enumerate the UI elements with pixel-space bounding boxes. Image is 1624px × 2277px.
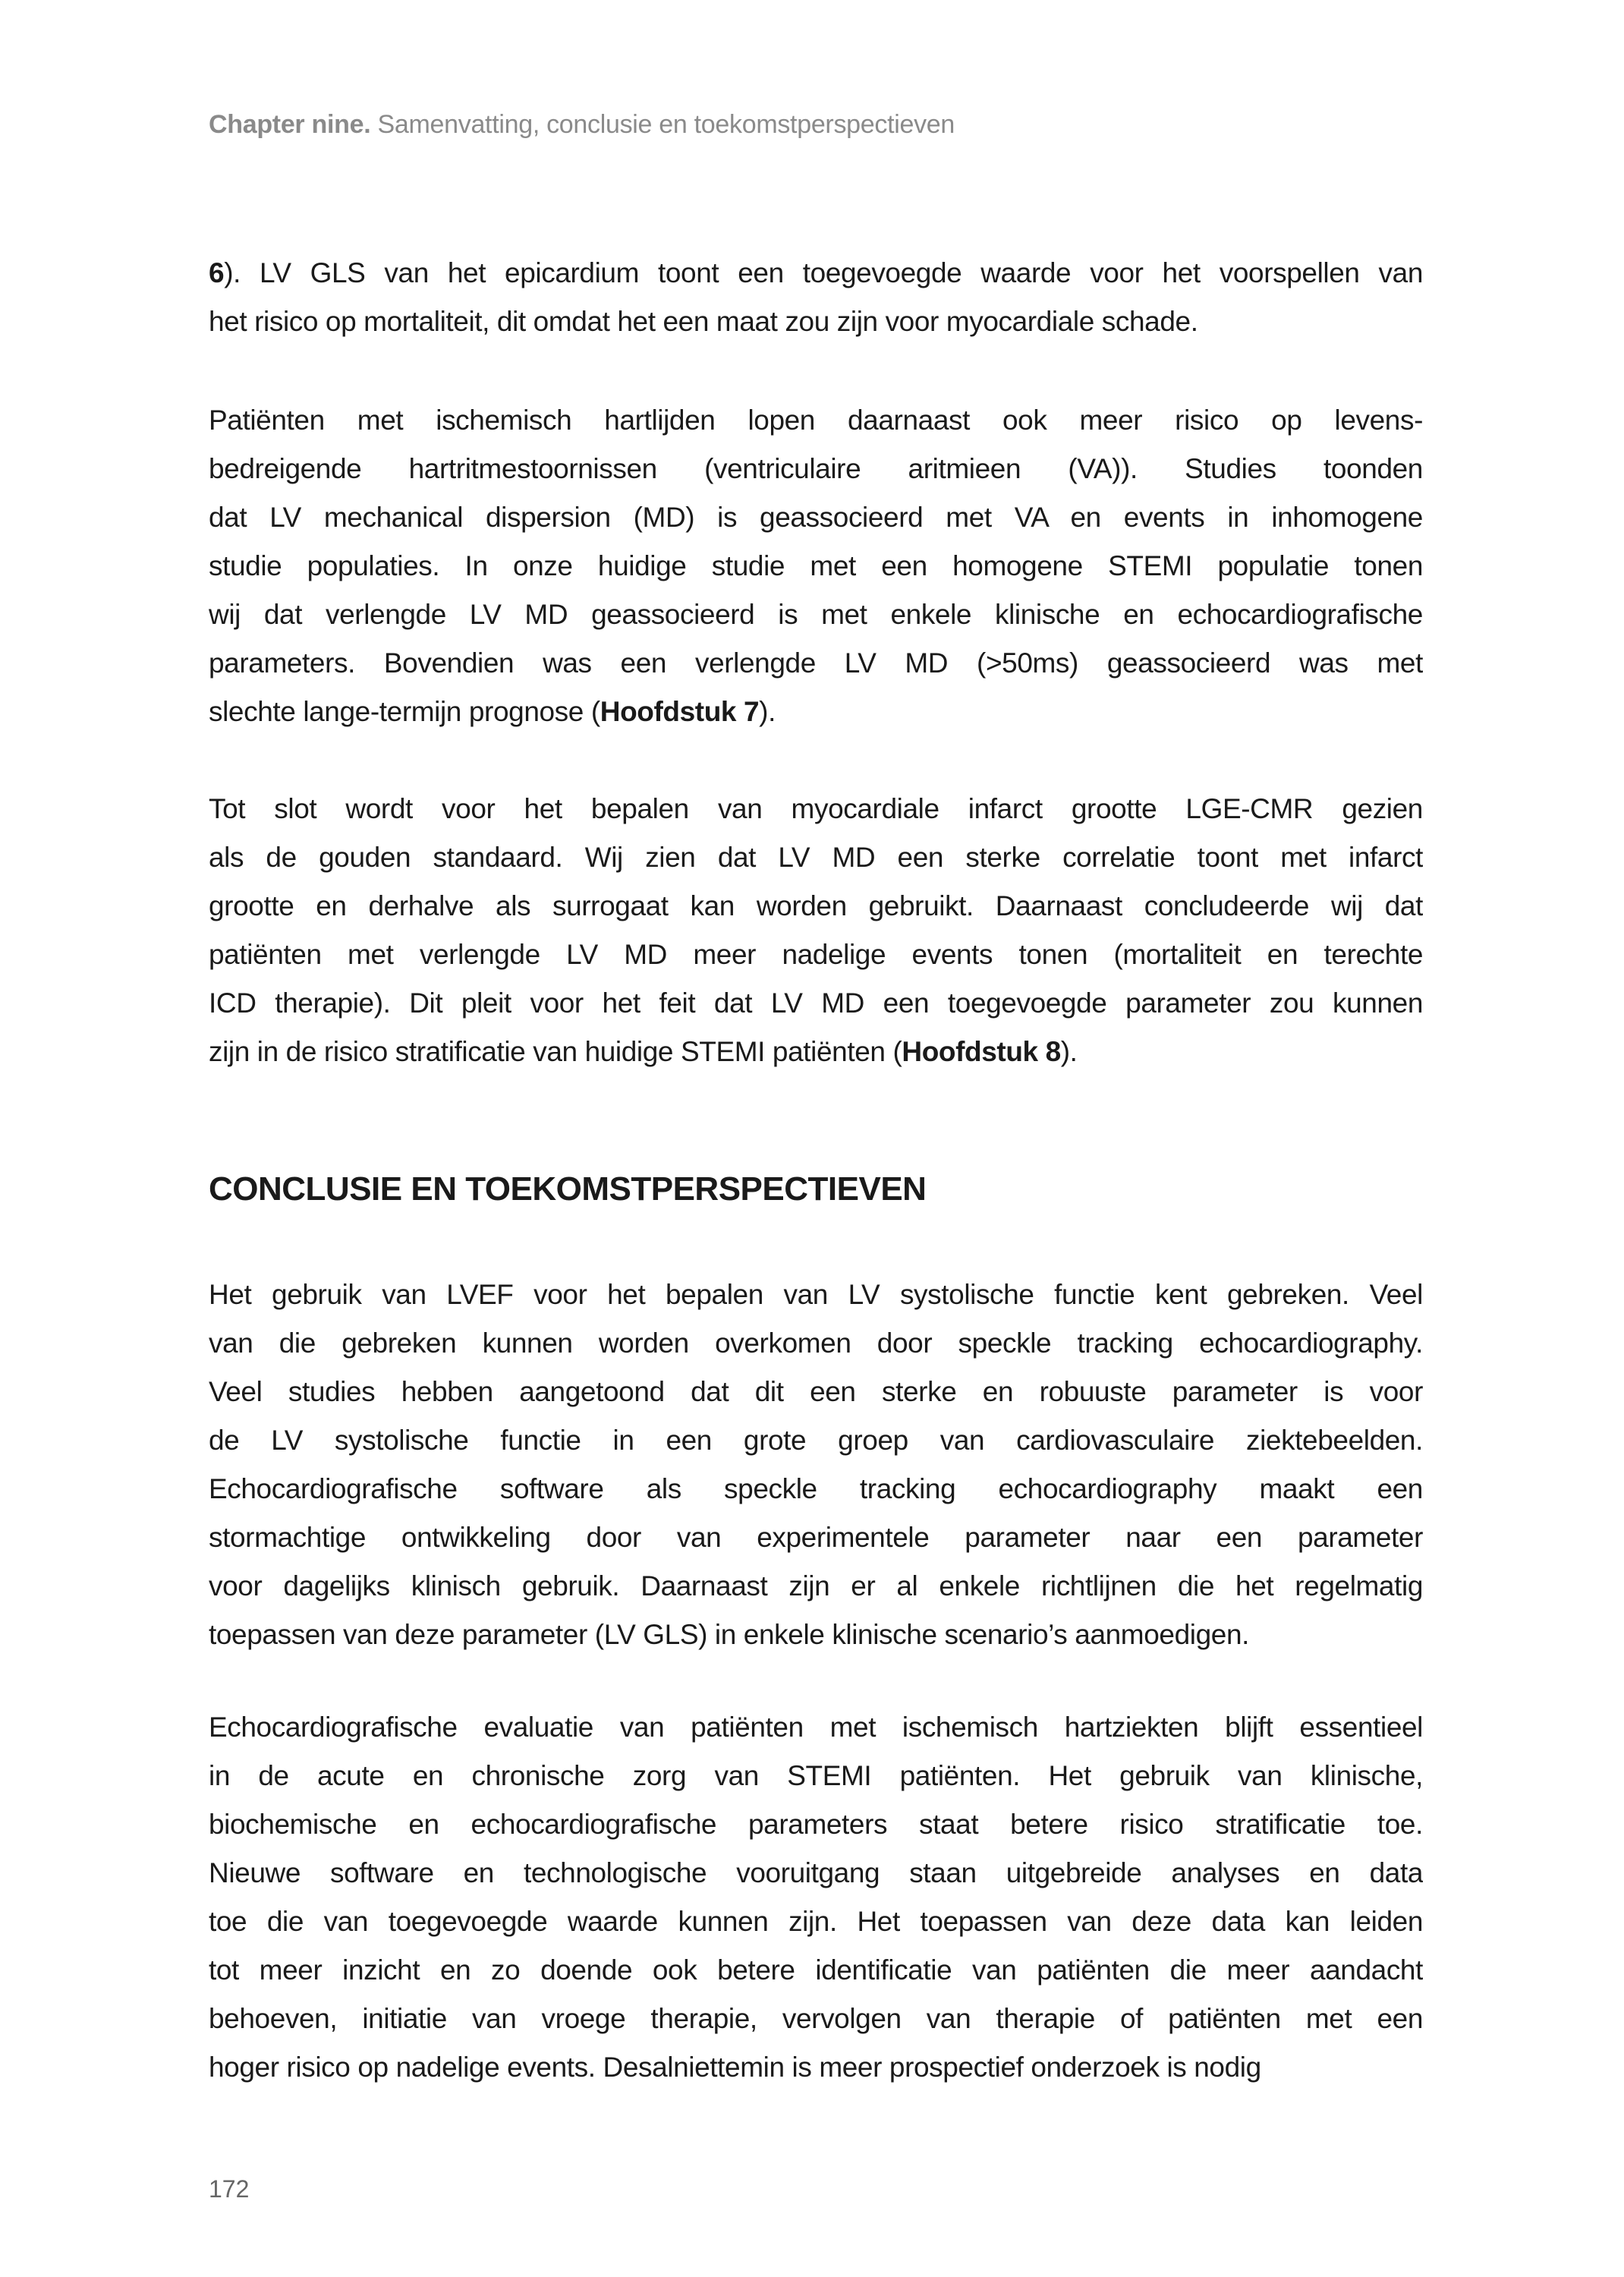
text-segment: van die gebreken kunnen worden overkomen door speckle tracking echocardiography. [209, 1327, 1423, 1359]
text-line [209, 2043, 1423, 2092]
text-line [209, 1513, 1423, 1562]
text-line [209, 1800, 1423, 1849]
text-line [209, 1611, 1423, 1659]
text-segment: het risico op mortaliteit, dit omdat het een maat zou zijn voor myocardiale schade. [209, 306, 1198, 337]
text-line [209, 1368, 1423, 1416]
text-segment: Tot slot wordt voor het bepalen van myocardiale infarct grootte LGE-CMR gezien [209, 793, 1423, 824]
text-line [209, 1898, 1423, 1946]
text-segment: bedreigende hartritmestoornissen (ventriculaire aritmieen (VA)). Studies toonden [209, 453, 1423, 484]
text-line [209, 1465, 1423, 1513]
text-line [209, 298, 1423, 346]
chapter-title: Samenvatting, conclusie en toekomstperspectieven [377, 110, 955, 139]
text-segment: Echocardiografische evaluatie van patiënten met ischemisch hartziekten blijft essentieel [209, 1712, 1423, 1743]
text-line [209, 1416, 1423, 1465]
paragraph-5 [209, 1703, 1423, 2092]
text-segment: voor dagelijks klinisch gebruik. Daarnaast zijn er al enkele richtlijnen die het regelmatig [209, 1570, 1423, 1601]
text-line [209, 445, 1423, 493]
text-segment: in de acute en chronische zorg van STEMI patiënten. Het gebruik van klinische, [209, 1760, 1423, 1791]
text-line [209, 785, 1423, 833]
text-segment: grootte en derhalve als surrogaat kan worden gebruikt. Daarnaast concludeerde wij dat [209, 890, 1423, 921]
text-segment: patiënten met verlengde LV MD meer nadelige events tonen (mortaliteit en terechte [209, 939, 1423, 970]
text-segment: biochemische en echocardiografische parameters staat betere risico stratificatie toe. [209, 1809, 1423, 1840]
text-line [209, 249, 1423, 298]
text-segment: Veel studies hebben aangetoond dat dit een sterke en robuuste parameter is voor [209, 1376, 1423, 1407]
text-line [209, 1319, 1423, 1368]
section-heading: CONCLUSIE EN TOEKOMSTPERSPECTIEVEN [209, 1170, 927, 1208]
text-line [209, 688, 1423, 736]
bold-reference: Hoofdstuk 8 [902, 1036, 1061, 1067]
page-number: 172 [209, 2175, 250, 2203]
text-line [209, 1946, 1423, 1995]
text-line [209, 1995, 1423, 2043]
text-line [209, 1752, 1423, 1800]
text-line [209, 1562, 1423, 1611]
text-segment: slechte lange-termijn prognose ( [209, 696, 600, 727]
text-segment: als de gouden standaard. Wij zien dat LV MD een sterke correlatie toont met infarct [209, 842, 1423, 873]
text-line [209, 979, 1423, 1028]
text-line [209, 493, 1423, 542]
text-segment: tot meer inzicht en zo doende ook betere identificatie van patiënten die meer aandacht [209, 1954, 1423, 1986]
text-line [209, 931, 1423, 979]
text-segment: stormachtige ontwikkeling door van experimentele parameter naar een parameter [209, 1522, 1423, 1553]
text-segment: behoeven, initiatie van vroege therapie, vervolgen van therapie of patiënten met een [209, 2003, 1423, 2034]
text-line [209, 396, 1423, 445]
text-line [209, 591, 1423, 639]
text-segment: toe die van toegevoegde waarde kunnen zijn. Het toepassen van deze data kan leiden [209, 1906, 1423, 1937]
text-segment: Echocardiografische software als speckle tracking echocardiography maakt een [209, 1473, 1423, 1504]
text-segment: de LV systolische functie in een grote groep van cardiovasculaire ziektebeelden. [209, 1425, 1423, 1456]
text-line [209, 833, 1423, 882]
paragraph-1 [209, 249, 1423, 346]
bold-reference: Hoofdstuk 7 [600, 696, 760, 727]
chapter-label: Chapter nine. [209, 110, 371, 139]
text-segment: studie populaties. In onze huidige studie met een homogene STEMI populatie tonen [209, 550, 1423, 581]
text-segment: Patiënten met ischemisch hartlijden lopen daarnaast ook meer risico op levens- [209, 405, 1423, 436]
text-segment: toepassen van deze parameter (LV GLS) in enkele klinische scenario’s aanmoedigen. [209, 1619, 1249, 1650]
text-segment: parameters. Bovendien was een verlengde LV MD (>50ms) geassocieerd was met [209, 647, 1423, 679]
text-segment: ). [1060, 1036, 1078, 1067]
text-segment: wij dat verlengde LV MD geassocieerd is met enkele klinische en echocardiografische [209, 599, 1423, 630]
paragraph-3 [209, 785, 1423, 1076]
text-segment: ICD therapie). Dit pleit voor het feit dat LV MD een toegevoegde parameter zou kunnen [209, 987, 1423, 1019]
text-line [209, 1028, 1423, 1076]
text-segment: zijn in de risico stratificatie van huidige STEMI patiënten ( [209, 1036, 902, 1067]
text-line [209, 639, 1423, 688]
text-segment: hoger risico op nadelige events. Desalniettemin is meer prospectief onderzoek is nodig [209, 2052, 1261, 2083]
text-segment: dat LV mechanical dispersion (MD) is geassocieerd met VA en events in inhomogene [209, 502, 1423, 533]
text-line [209, 542, 1423, 591]
text-line [209, 1703, 1423, 1752]
text-line [209, 1271, 1423, 1319]
paragraph-2 [209, 396, 1423, 736]
bold-reference: 6 [209, 257, 225, 288]
text-segment: ). [759, 696, 776, 727]
text-segment: ). LV GLS van het epicardium toont een toegevoegde waarde voor het voorspellen van [224, 257, 1423, 288]
text-segment: Nieuwe software en technologische vooruitgang staan uitgebreide analyses en data [209, 1857, 1423, 1888]
text-line [209, 1849, 1423, 1898]
running-header [209, 110, 955, 140]
text-segment: Het gebruik van LVEF voor het bepalen van LV systolische functie kent gebreken. Veel [209, 1279, 1423, 1310]
paragraph-4 [209, 1271, 1423, 1659]
text-line [209, 882, 1423, 931]
